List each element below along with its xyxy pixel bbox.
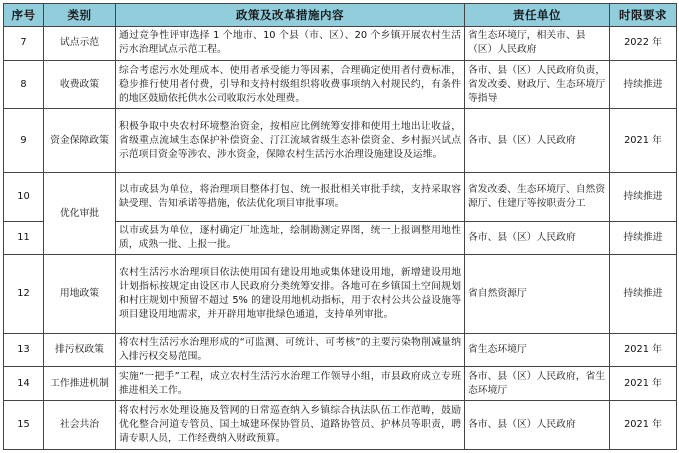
row-unit: 省生态环境厅 [465,333,610,367]
row-deadline: 持续推进 [610,255,677,333]
row-content: 以市或县为单位，将治理项目整体打包、统一报批相关审批手续，支持采取容缺受理、告知承诺等措施，依法优化项目审批事项。 [116,172,465,221]
table-row [4,27,677,61]
row-number: 8 [4,60,44,109]
row-unit: 各市、县（区）人民政府 [465,221,610,255]
row-category: 优化审批 [44,172,116,254]
row-deadline: 2021 年 [610,109,677,172]
header-deadline: 时限要求 [610,4,677,27]
row-unit: 省生态环境厅，相关市、县（区）人民政府 [465,27,610,61]
row-deadline: 2021 年 [610,367,677,401]
header-number: 序号 [4,4,44,27]
row-content: 综合考虑污水处理成本、使用者承受能力等因素，合理确定使用者付费标准，稳步推行使用者付费，引导和支持村级组织将收费事项纳入村规民约，有条件的地区鼓励依托供水公司收取污水处理费。 [116,60,465,109]
row-unit: 各市、县（区）人民政府负责，省发改委、财政厅、生态环境厅等指导 [465,60,610,109]
row-unit: 省自然资源厅 [465,255,610,333]
row-content: 通过竞争性评审选择 1 个地市、10 个县（市、区）、20 个乡镇开展农村生活污水治理试点示范工程。 [116,27,465,61]
row-number: 11 [4,221,44,255]
row-deadline: 持续推进 [610,221,677,255]
row-category: 用地政策 [44,255,116,333]
table-row [4,367,677,401]
table-row [4,401,677,450]
table-row [4,109,677,172]
row-content: 农村生活污水治理项目依法使用国有建设用地或集体建设用地，新增建设用地计划指标按规定由设区市人民政府分类统筹安排。各地可在乡镇国土空间规划和村庄规划中预留不超过 5% 的建设用地机动指标，用于农村公共公益设施等项目建设用地需求，并开辟用地审批绿色通道，支持单列审批。 [116,255,465,333]
policy-table [3,3,677,450]
table-row [4,60,677,109]
row-deadline: 2022 年 [610,27,677,61]
row-category: 试点示范 [44,27,116,61]
header-content: 政策及改革措施内容 [116,4,465,27]
row-content: 以市或县为单位，逐村确定厂址选址，绘制勘测定界图，统一上报调整用地性质，成熟一批、上报一批。 [116,221,465,255]
table-row [4,172,677,221]
row-unit: 各市、县（区）人民政府 [465,109,610,172]
row-content: 将农村生活污水治理形成的“可监测、可统计、可考核”的主要污染物削减量纳入排污权交易范围。 [116,333,465,367]
row-content: 将农村污水处理设施及管网的日常巡查纳入乡镇综合执法队伍工作范畴，鼓励优化整合河道专管员、国土城建环保协管员、道路协管员、护林员等职责，聘请专职人员，工作经费纳入财政预算。 [116,401,465,450]
row-number: 9 [4,109,44,172]
row-number: 15 [4,401,44,450]
row-unit: 各市、县（区）人民政府，省生态环境厅 [465,367,610,401]
row-unit: 省发改委、生态环境厅、自然资源厅、住建厅等按职责分工 [465,172,610,221]
table-row [4,255,677,333]
row-category: 社会共治 [44,401,116,450]
table-row [4,333,677,367]
row-deadline: 持续推进 [610,172,677,221]
row-number: 12 [4,255,44,333]
row-deadline: 持续推进 [610,60,677,109]
row-category: 收费政策 [44,60,116,109]
row-content: 实施“一把手”工程，成立农村生活污水治理工作领导小组，市县政府成立专班推进相关工作。 [116,367,465,401]
row-category: 排污权政策 [44,333,116,367]
row-category: 资金保障政策 [44,109,116,172]
row-number: 10 [4,172,44,221]
row-number: 13 [4,333,44,367]
table-header-row [4,4,677,27]
header-category: 类别 [44,4,116,27]
header-responsible-unit: 责任单位 [465,4,610,27]
row-unit: 各市、县（区）人民政府 [465,401,610,450]
row-deadline: 2021 年 [610,333,677,367]
row-content: 积极争取中央农村环境整治资金，按相应比例统筹安排和使用土地出让收益，省级重点流域生态保护补偿资金、汀江流域省级生态补偿资金、乡村振兴试点示范项目资金等涉农、涉水资金，保障农村生活污水治理设施建设及运维。 [116,109,465,172]
row-category: 工作推进机制 [44,367,116,401]
row-number: 7 [4,27,44,61]
row-number: 14 [4,367,44,401]
row-deadline: 2021 年 [610,401,677,450]
